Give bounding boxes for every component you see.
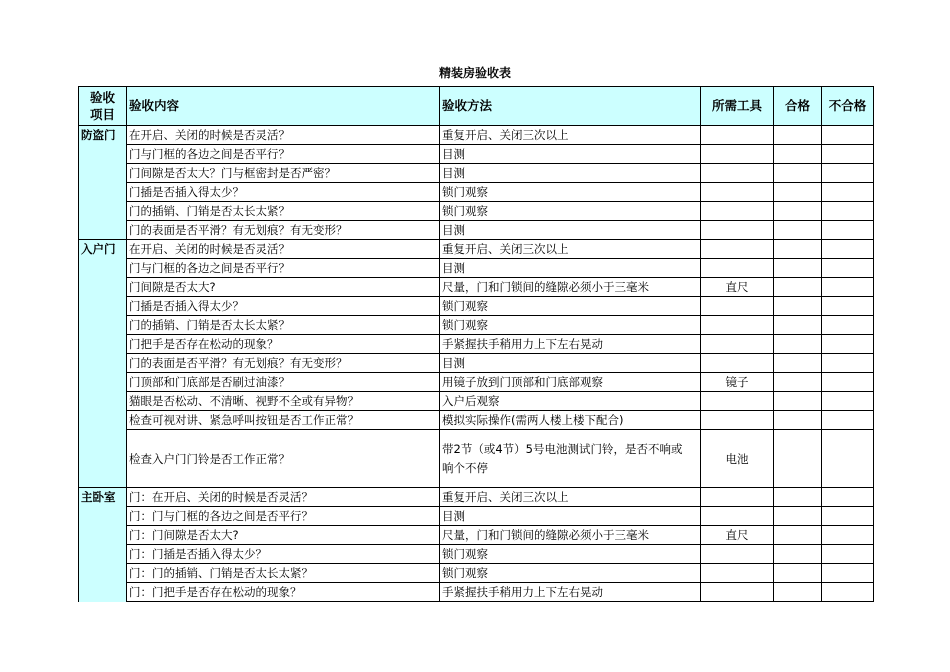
pass-cell[interactable] — [774, 545, 822, 564]
fail-cell[interactable] — [822, 545, 874, 564]
content-cell: 门插是否插入得太少？ — [127, 183, 440, 202]
fail-cell[interactable] — [822, 564, 874, 583]
fail-cell[interactable] — [822, 278, 874, 297]
content-cell: 门间隙是否太大？门与框密封是否严密？ — [127, 164, 440, 183]
category-cell-continued — [79, 430, 127, 488]
tool-cell — [701, 145, 774, 164]
category-cell-continued — [79, 297, 127, 316]
fail-cell[interactable] — [822, 411, 874, 430]
pass-cell[interactable] — [774, 297, 822, 316]
tool-cell — [701, 164, 774, 183]
tool-cell — [701, 297, 774, 316]
pass-cell[interactable] — [774, 392, 822, 411]
table-row — [79, 392, 874, 411]
fail-cell[interactable] — [822, 145, 874, 164]
method-cell: 目测 — [440, 221, 701, 240]
pass-cell[interactable] — [774, 488, 822, 507]
fail-cell[interactable] — [822, 240, 874, 259]
table-row — [79, 259, 874, 278]
tool-cell — [701, 392, 774, 411]
table-row — [79, 583, 874, 602]
pass-cell[interactable] — [774, 278, 822, 297]
tool-cell — [701, 335, 774, 354]
table-row — [79, 354, 874, 373]
category-cell-continued — [79, 526, 127, 545]
table-row — [79, 316, 874, 335]
tool-cell: 电池 — [701, 430, 774, 488]
table-row — [79, 202, 874, 221]
fail-cell[interactable] — [822, 259, 874, 278]
header-tools: 所需工具 — [701, 87, 774, 126]
pass-cell[interactable] — [774, 430, 822, 488]
tool-cell — [701, 488, 774, 507]
category-cell-continued — [79, 545, 127, 564]
fail-cell[interactable] — [822, 297, 874, 316]
category-cell-continued — [79, 278, 127, 297]
category-cell-continued — [79, 183, 127, 202]
method-cell: 锁门观察 — [440, 545, 701, 564]
content-cell: 门插是否插入得太少？ — [127, 297, 440, 316]
content-cell: 检查入户门门铃是否工作正常？ — [127, 430, 440, 488]
content-cell: 门把手是否存在松动的现象？ — [127, 335, 440, 354]
category-cell-continued — [79, 164, 127, 183]
table-row — [79, 488, 874, 507]
category-cell-continued — [79, 221, 127, 240]
fail-cell[interactable] — [822, 202, 874, 221]
method-cell: 带2节（或4节）5号电池测试门铃，是否不响或 响个不停 — [440, 430, 701, 488]
pass-cell[interactable] — [774, 164, 822, 183]
fail-cell[interactable] — [822, 183, 874, 202]
table-row — [79, 145, 874, 164]
inspection-table — [78, 86, 874, 602]
table-row — [79, 526, 874, 545]
content-cell: 检查可视对讲、紧急呼叫按钮是否工作正常？ — [127, 411, 440, 430]
category-cell-continued — [79, 411, 127, 430]
method-cell: 重复开启、关闭三次以上 — [440, 126, 701, 145]
header-method: 验收方法 — [440, 87, 701, 126]
fail-cell[interactable] — [822, 583, 874, 602]
fail-cell[interactable] — [822, 164, 874, 183]
content-cell: 门的插销、门销是否太长太紧？ — [127, 316, 440, 335]
tool-cell — [701, 202, 774, 221]
pass-cell[interactable] — [774, 202, 822, 221]
tool-cell — [701, 583, 774, 602]
content-cell: 门与门框的各边之间是否平行？ — [127, 259, 440, 278]
tool-cell: 直尺 — [701, 278, 774, 297]
table-row — [79, 164, 874, 183]
header-content: 验收内容 — [127, 87, 440, 126]
pass-cell[interactable] — [774, 411, 822, 430]
method-cell: 锁门观察 — [440, 183, 701, 202]
tool-cell — [701, 126, 774, 145]
content-cell: 门的表面是否平滑？有无划痕？有无变形？ — [127, 221, 440, 240]
content-cell: 在开启、关闭的时候是否灵活？ — [127, 240, 440, 259]
content-cell: 门：门把手是否存在松动的现象？ — [127, 583, 440, 602]
method-cell: 手紧握扶手稍用力上下左右晃动 — [440, 583, 701, 602]
fail-cell[interactable] — [822, 373, 874, 392]
category-cell-continued — [79, 259, 127, 278]
fail-cell[interactable] — [822, 392, 874, 411]
method-cell: 入户后观察 — [440, 392, 701, 411]
method-cell: 手紧握扶手稍用力上下左右晃动 — [440, 335, 701, 354]
category-cell-continued — [79, 354, 127, 373]
content-cell: 门：门间隙是否太大? — [127, 526, 440, 545]
fail-cell[interactable] — [822, 354, 874, 373]
category-cell-continued — [79, 583, 127, 602]
header-item — [79, 87, 127, 126]
pass-cell[interactable] — [774, 259, 822, 278]
table-row — [79, 278, 874, 297]
pass-cell[interactable] — [774, 145, 822, 164]
tool-cell — [701, 259, 774, 278]
method-cell: 锁门观察 — [440, 316, 701, 335]
header-item-label: 验收 项目 — [89, 90, 115, 122]
pass-cell[interactable] — [774, 583, 822, 602]
method-cell: 目测 — [440, 507, 701, 526]
fail-cell[interactable] — [822, 488, 874, 507]
fail-cell[interactable] — [822, 316, 874, 335]
tool-cell — [701, 411, 774, 430]
content-cell: 门间隙是否太大? — [127, 278, 440, 297]
table-row — [79, 126, 874, 145]
table-row — [79, 240, 874, 259]
pass-cell[interactable] — [774, 183, 822, 202]
pass-cell[interactable] — [774, 564, 822, 583]
header-fail: 不合格 — [822, 87, 874, 126]
category-cell-continued — [79, 373, 127, 392]
header-row — [79, 87, 874, 126]
pass-cell[interactable] — [774, 526, 822, 545]
page-title: 精装房验收表 — [438, 66, 511, 80]
category-cell-continued — [79, 564, 127, 583]
fail-cell[interactable] — [822, 335, 874, 354]
content-cell: 门顶部和门底部是否刷过油漆？ — [127, 373, 440, 392]
method-cell: 模拟实际操作(需两人楼上楼下配合) — [440, 411, 701, 430]
category-cell-continued — [79, 507, 127, 526]
tool-cell — [701, 221, 774, 240]
content-cell: 在开启、关闭的时候是否灵活？ — [127, 126, 440, 145]
category-cell-continued — [79, 392, 127, 411]
table-body — [79, 126, 874, 602]
fail-cell[interactable] — [822, 507, 874, 526]
pass-cell[interactable] — [774, 240, 822, 259]
content-cell: 门：门与门框的各边之间是否平行？ — [127, 507, 440, 526]
header-pass: 合格 — [774, 87, 822, 126]
tool-cell: 直尺 — [701, 526, 774, 545]
category-cell-continued — [79, 316, 127, 335]
content-cell: 门：在开启、关闭的时候是否灵活？ — [127, 488, 440, 507]
table-row — [79, 373, 874, 392]
tool-cell — [701, 240, 774, 259]
method-cell: 锁门观察 — [440, 202, 701, 221]
method-cell: 目测 — [440, 145, 701, 164]
method-cell: 锁门观察 — [440, 297, 701, 316]
table-row — [79, 335, 874, 354]
tool-cell — [701, 316, 774, 335]
table-row — [79, 545, 874, 564]
method-cell: 重复开启、关闭三次以上 — [440, 240, 701, 259]
content-cell: 门的表面是否平滑？有无划痕？有无变形？ — [127, 354, 440, 373]
fail-cell[interactable] — [822, 126, 874, 145]
table-row — [79, 183, 874, 202]
category-cell: 主卧室 — [79, 488, 127, 507]
tool-cell — [701, 545, 774, 564]
method-cell: 尺量，门和门锁间的缝隙必须小于三毫米 — [440, 278, 701, 297]
fail-cell[interactable] — [822, 221, 874, 240]
pass-cell[interactable] — [774, 373, 822, 392]
content-cell: 门与门框的各边之间是否平行？ — [127, 145, 440, 164]
category-cell: 入户门 — [79, 240, 127, 259]
pass-cell[interactable] — [774, 316, 822, 335]
category-cell-continued — [79, 145, 127, 164]
category-cell-continued — [79, 202, 127, 221]
table-row — [79, 221, 874, 240]
method-cell: 目测 — [440, 164, 701, 183]
method-cell: 锁门观察 — [440, 564, 701, 583]
method-cell: 重复开启、关闭三次以上 — [440, 488, 701, 507]
table-row — [79, 430, 874, 488]
table-row — [79, 297, 874, 316]
pass-cell[interactable] — [774, 221, 822, 240]
table-row — [79, 507, 874, 526]
method-cell: 尺量，门和门锁间的缝隙必须小于三毫米 — [440, 526, 701, 545]
tool-cell — [701, 564, 774, 583]
content-cell: 门：门的插销、门销是否太长太紧？ — [127, 564, 440, 583]
method-cell: 用镜子放到门顶部和门底部观察 — [440, 373, 701, 392]
pass-cell[interactable] — [774, 126, 822, 145]
method-cell: 目测 — [440, 354, 701, 373]
content-cell: 门：门插是否插入得太少？ — [127, 545, 440, 564]
category-cell: 防盗门 — [79, 126, 127, 145]
tool-cell — [701, 354, 774, 373]
category-cell-continued — [79, 335, 127, 354]
tool-cell — [701, 183, 774, 202]
table-row — [79, 411, 874, 430]
method-cell: 目测 — [440, 259, 701, 278]
tool-cell — [701, 507, 774, 526]
tool-cell: 镜子 — [701, 373, 774, 392]
pass-cell[interactable] — [774, 507, 822, 526]
pass-cell[interactable] — [774, 354, 822, 373]
content-cell: 猫眼是否松动、不清晰、视野不全或有异物？ — [127, 392, 440, 411]
content-cell: 门的插销、门销是否太长太紧？ — [127, 202, 440, 221]
fail-cell[interactable] — [822, 430, 874, 488]
pass-cell[interactable] — [774, 335, 822, 354]
fail-cell[interactable] — [822, 526, 874, 545]
table-row — [79, 564, 874, 583]
